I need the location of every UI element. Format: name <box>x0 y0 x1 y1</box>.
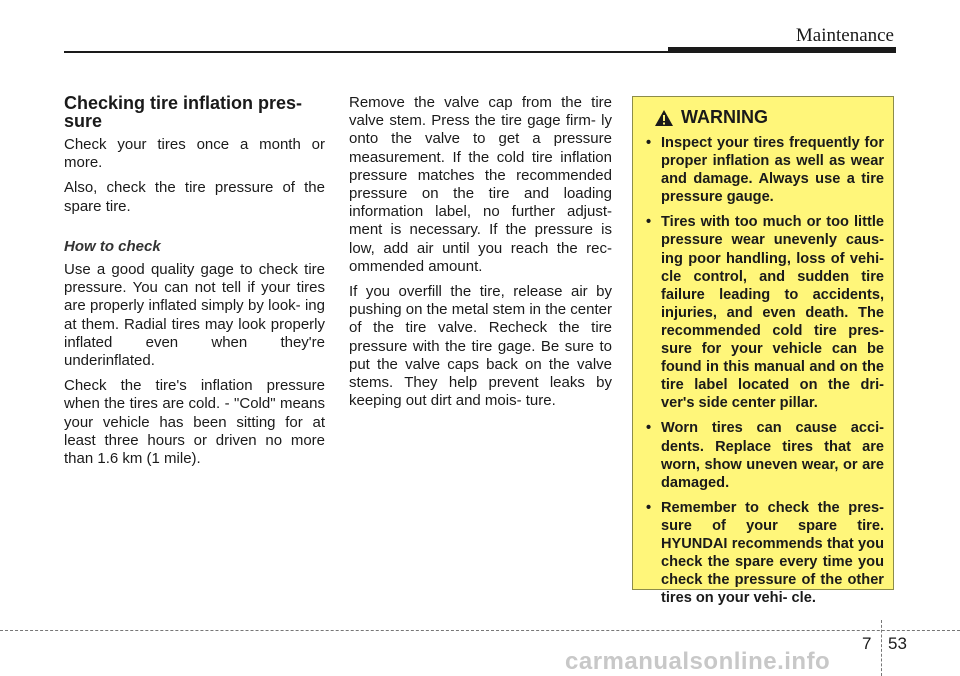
paragraph: Check your tires once a month or more. <box>64 136 325 172</box>
sub-heading: How to check <box>64 237 161 255</box>
paragraph: Also, check the tire pressure of the spare tire. <box>64 179 325 215</box>
warning-list <box>644 134 884 607</box>
page-number: 53 <box>888 634 907 653</box>
section-heading: Checking tire inflation pres- sure <box>64 93 303 131</box>
warning-item: • Inspect your tires frequently for proper inflation as well as wear and damage. Always use a tire pressure gauge. <box>644 134 884 206</box>
chapter-number: 7 <box>862 634 872 653</box>
warning-header <box>654 107 884 128</box>
watermark: carmanualsonline.info <box>565 648 831 675</box>
middle-column <box>349 94 612 417</box>
warning-triangle-icon <box>654 109 674 127</box>
warning-item: • Remember to check the pres- sure of your spare tire. HYUNDAI recommends that you check the spare every time you check the pressure of the other tires on your vehi- cle. <box>644 499 884 608</box>
warning-title: WARNING <box>681 107 768 127</box>
paragraph: Use a good quality gage to check tire pressure. You can not tell if your tires are properly inflated simply by look- ing at them. Radial tires may look properly inflated even when they're underinflated. <box>64 261 325 370</box>
paragraph: If you overfill the tire, release air by pushing on the metal stem in the center of the tire valve. Recheck the tire pressure with the tire gage. Be sure to put the valve caps back on the valve stems. They help prevent leaks by keeping out dirt and mois- ture. <box>349 283 612 410</box>
paragraph: Check the tire's inflation pressure when the tires are cold. - "Cold" means your vehicle has been sitting for at least three hours or driven no more than 1.6 km (1 mile). <box>64 377 325 468</box>
footer-rule <box>0 630 960 631</box>
page-header-title: Maintenance <box>795 25 894 46</box>
paragraph: Remove the valve cap from the tire valve stem. Press the tire gage firm- ly onto the valve to get a pressure measurement. If the cold tire inflation pressure matches the recommended pressure on the tire and loading information label, no further adjust- ment is necessary. If the pressure is low, add air until you reach the rec- ommended amount. <box>349 94 612 275</box>
header-accent-bar <box>668 47 896 53</box>
left-column <box>64 94 325 475</box>
header-rule <box>64 51 668 53</box>
warning-item: • Tires with too much or too little pressure wear unevenly caus- ing poor handling, loss of vehi- cle control, and sudden tire failure leading to accidents, injuries, and even death. The recommended cold tire pres- sure for your vehicle can be found in this manual and on the tire label located on the dri- ver's side center pillar. <box>644 213 884 412</box>
footer-divider <box>881 620 882 676</box>
warning-box <box>632 96 894 607</box>
warning-item: • Worn tires can cause acci- dents. Replace tires that are worn, show uneven wear, or are damaged. <box>644 419 884 491</box>
